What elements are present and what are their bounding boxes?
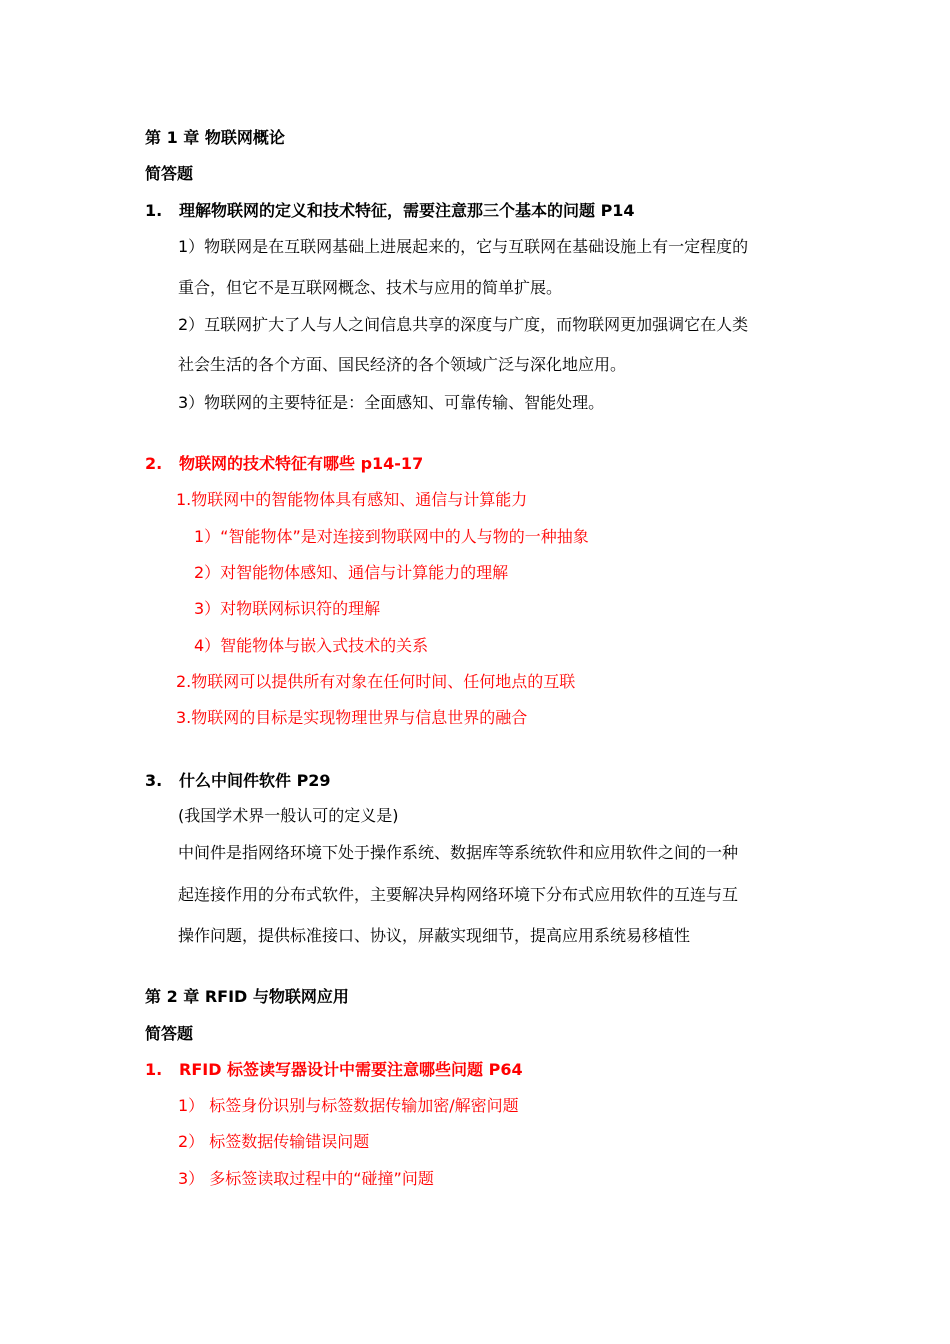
answer-line: 2）互联网扩大了人与人之间信息共享的深度与广度，而物联网更加强调它在人类 — [178, 315, 749, 334]
question-number: 2. — [145, 454, 163, 473]
question-title: 理解物联网的定义和技术特征，需要注意那三个基本的问题 P14 — [179, 201, 635, 220]
chapter-2-section-heading: 简答题 — [145, 1024, 194, 1043]
question-1-heading — [145, 201, 635, 221]
question-number: 1. — [145, 1060, 163, 1079]
question-number: 3. — [145, 771, 163, 790]
answer-line: 4）智能物体与嵌入式技术的关系 — [194, 636, 429, 655]
answer-line: 3.物联网的目标是实现物理世界与信息世界的融合 — [176, 708, 528, 727]
answer-line: 2） 标签数据传输错误问题 — [178, 1132, 370, 1151]
answer-line: 1） 标签身份识别与标签数据传输加密/解密问题 — [178, 1096, 519, 1115]
answer-line: 3） 多标签读取过程中的“碰撞”问题 — [178, 1169, 434, 1188]
answer-line: (我国学术界一般认可的定义是) — [178, 806, 399, 825]
question-title: RFID 标签读写器设计中需要注意哪些问题 P64 — [179, 1060, 523, 1079]
chapter-2-question-1-heading — [145, 1060, 523, 1080]
question-number: 1. — [145, 201, 163, 220]
question-title: 物联网的技术特征有哪些 p14-17 — [179, 454, 424, 473]
answer-line: 1）“智能物体”是对连接到物联网中的人与物的一种抽象 — [194, 527, 589, 546]
chapter-1-title: 第 1 章 物联网概论 — [145, 128, 285, 147]
chapter-1-section-heading: 简答题 — [145, 164, 194, 183]
answer-line: 1.物联网中的智能物体具有感知、通信与计算能力 — [176, 490, 528, 509]
chapter-2-title: 第 2 章 RFID 与物联网应用 — [145, 987, 349, 1006]
answer-line: 2.物联网可以提供所有对象在任何时间、任何地点的互联 — [176, 672, 576, 691]
answer-line: 2）对智能物体感知、通信与计算能力的理解 — [194, 563, 509, 582]
answer-line: 操作问题，提供标准接口、协议，屏蔽实现细节，提高应用系统易移植性 — [178, 926, 691, 945]
answer-line: 社会生活的各个方面、国民经济的各个领域广泛与深化地应用。 — [178, 355, 627, 374]
question-3-heading — [145, 771, 331, 791]
answer-line: 中间件是指网络环境下处于操作系统、数据库等系统软件和应用软件之间的一种 — [178, 843, 739, 862]
answer-line: 重合，但它不是互联网概念、技术与应用的简单扩展。 — [178, 278, 563, 297]
answer-line: 1）物联网是在互联网基础上进展起来的，它与互联网在基础设施上有一定程度的 — [178, 237, 749, 256]
answer-line: 起连接作用的分布式软件，主要解决异构网络环境下分布式应用软件的互连与互 — [178, 885, 739, 904]
question-2-heading — [145, 454, 423, 474]
answer-line: 3）对物联网标识符的理解 — [194, 599, 381, 618]
question-title: 什么中间件软件 P29 — [179, 771, 331, 790]
answer-line: 3）物联网的主要特征是：全面感知、可靠传输、智能处理。 — [178, 393, 605, 412]
